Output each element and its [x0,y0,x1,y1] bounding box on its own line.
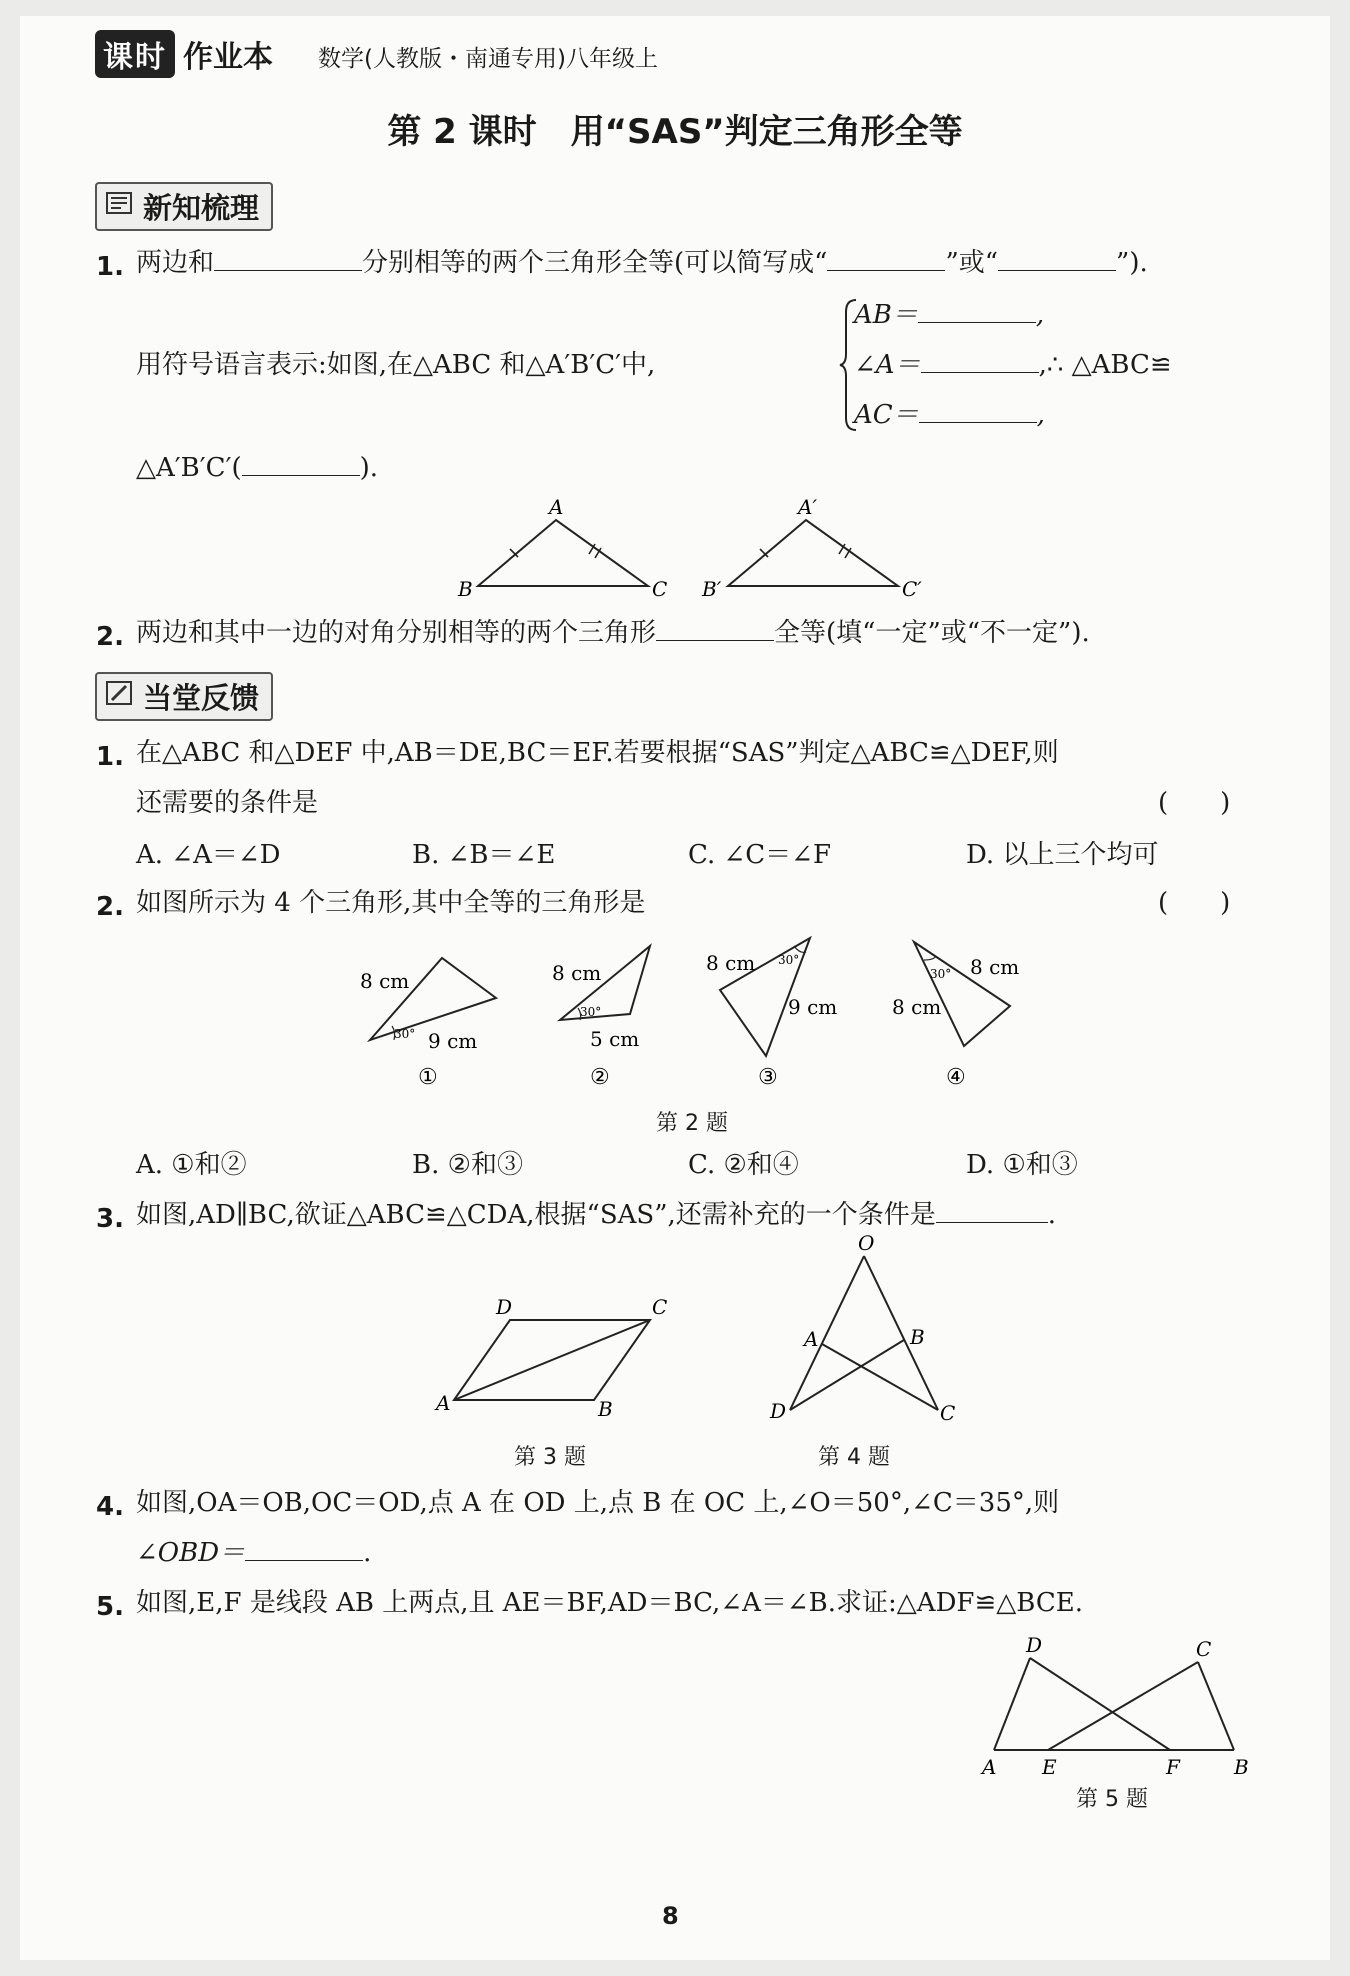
parallelogram-figure [434,1295,667,1421]
triangle-3 [706,938,837,1090]
side-label: 8 cm [706,951,756,975]
triangle-number: ③ [758,1065,778,1090]
option-b[interactable]: B. ∠B＝∠E [412,840,556,870]
figure-q3-q4 [430,1231,956,1440]
vertex-label: B′ [702,577,722,601]
vertex-label: A′ [798,495,817,519]
text-segment: AB＝ [854,300,918,330]
pencil-icon [105,680,133,706]
vertex-label: A [436,1391,451,1415]
text-segment: ∠A＝ [854,350,921,380]
angle-label: 30° [580,1005,602,1019]
vertex-label: C [652,577,668,601]
text-segment: 两边和 [136,248,215,278]
result-line [136,455,378,481]
brand-name: 作业本 [183,40,273,75]
question-number: 5. [96,1592,124,1622]
figure-four-triangles [350,934,1030,1096]
question-text [136,1202,1056,1228]
option-c[interactable]: C. ②和④ [688,1150,799,1180]
vertex-label: B [1234,1755,1249,1779]
text-segment: ,∴ △ABC≌ [1038,350,1172,380]
vertex-label: E [1042,1755,1057,1779]
text-segment: ”). [1116,248,1148,278]
question-number: 1. [96,252,124,282]
text-segment: 分别相等的两个三角形全等(可以简写成“ [362,248,828,278]
option-d[interactable]: D. ①和③ [966,1150,1078,1180]
question-text: 如图所示为 4 个三角形,其中全等的三角形是 [136,888,646,918]
question-text: 在△ABC 和△DEF 中,AB＝DE,BC＝EF.若要根据“SAS”判定△ABC≌△DEF,则 [136,738,1059,768]
text-segment: △A′B′C′( [136,453,242,483]
option-c[interactable]: C. ∠C＝∠F [688,840,832,870]
side-label: 8 cm [360,969,410,993]
vertex-label: D [770,1399,787,1423]
side-label: 8 cm [552,961,602,985]
text-segment: 两边和其中一边的对角分别相等的两个三角形 [136,618,657,648]
question-number: 4. [96,1492,124,1522]
triangle-abc [457,495,667,601]
vertex-label: A [804,1327,819,1351]
side-label: 8 cm [970,955,1020,979]
vertex-label: C′ [902,577,922,601]
option-b[interactable]: B. ②和③ [412,1150,523,1180]
vertex-label: F [1166,1755,1180,1779]
vertex-label: A [549,495,564,519]
condition-1 [854,302,1044,328]
figure-caption: 第 4 题 [818,1445,890,1470]
answer-blank[interactable] [827,269,945,271]
text-segment: . [1047,1200,1057,1230]
question-text [136,1540,371,1566]
answer-blank[interactable] [998,269,1116,271]
answer-blank[interactable] [921,371,1039,373]
text-segment: AC＝ [854,400,919,430]
option-a[interactable]: A. ①和② [136,1150,247,1180]
answer-blank[interactable] [242,474,360,476]
side-label: 9 cm [428,1029,478,1053]
vertex-label: D [496,1295,513,1319]
brand-logo: 课时 [95,30,175,78]
triangle-number: ① [418,1065,438,1090]
condition-3 [854,402,1045,428]
vertex-label: C [652,1295,668,1319]
answer-parentheses[interactable]: ( ) [1158,788,1231,818]
vertex-label: O [858,1231,875,1255]
option-a[interactable]: A. ∠A＝∠D [136,840,281,870]
angle-label: 30° [394,1027,416,1041]
text-segment: , [1035,300,1045,330]
triangle-number: ② [590,1065,610,1090]
vertex-label: B [910,1325,925,1349]
side-label: 8 cm [892,995,942,1019]
question-number: 2. [96,622,124,652]
question-text: 还需要的条件是 [136,788,319,818]
angle-label: 30° [778,953,800,967]
answer-blank[interactable] [656,639,774,641]
question-text: 如图,OA＝OB,OC＝OD,点 A 在 OD 上,点 B 在 OC 上,∠O＝50°,∠C＝35°,则 [136,1488,1060,1518]
question-number: 3. [96,1204,124,1234]
book-subtitle: 数学(人教版・南通专用)八年级上 [318,46,658,72]
question-text: 如图,E,F 是线段 AB 上两点,且 AE＝BF,AD＝BC,∠A＝∠B.求证:△ADF≌△BCE. [136,1588,1083,1618]
answer-blank[interactable] [214,269,362,271]
vertex-label: D [1026,1633,1043,1657]
figure-q5 [970,1630,1260,1780]
section-heading-text: 当堂反馈 [143,681,260,715]
answer-parentheses[interactable]: ( ) [1158,888,1231,918]
text-segment: 全等(填“一定”或“不一定”). [774,618,1090,648]
answer-blank[interactable] [936,1221,1048,1223]
series-brand [95,30,273,78]
section-heading-new-knowledge [95,182,273,231]
answer-blank[interactable] [919,421,1037,423]
text-segment: ∠OBD＝ [136,1538,246,1568]
text-segment: ”或“ [945,248,999,278]
side-label: 5 cm [590,1027,640,1051]
side-label: 9 cm [788,995,838,1019]
option-d[interactable]: D. 以上三个均可 [966,840,1159,870]
answer-blank[interactable] [918,321,1036,323]
vertex-label: C [940,1401,956,1425]
vertex-label: B [458,577,473,601]
section-heading-text: 新知梳理 [143,191,260,225]
symbolic-intro: 用符号语言表示:如图,在△ABC 和△A′B′C′中, [136,350,656,380]
question-number: 1. [96,742,124,772]
triangle-1 [360,958,496,1090]
figure-caption: 第 2 题 [656,1111,728,1136]
figure-congruent-triangles [450,496,950,606]
triangle-2 [552,946,650,1090]
section-heading-class-feedback [95,672,273,721]
triangle-number: ④ [946,1065,966,1090]
triangle-4 [892,942,1019,1090]
text-segment: , [1036,400,1045,430]
text-segment: ). [359,453,379,483]
condition-2 [854,352,1172,378]
text-segment: 如图,AD∥BC,欲证△ABC≌△CDA,根据“SAS”,还需补充的一个条件是 [136,1200,936,1230]
question-number: 2. [96,892,124,922]
answer-blank[interactable] [245,1559,363,1561]
text-segment: . [363,1538,372,1568]
page-number: 8 [662,1902,679,1930]
question-text [136,620,1090,646]
vertex-label: A [982,1755,997,1779]
angle-figure [769,1231,955,1425]
triangle-a2b2c2 [701,495,922,601]
angle-label: 30° [930,967,952,981]
vertex-label: C [1196,1637,1212,1661]
vertex-label: B [598,1397,613,1421]
question-text [136,250,1148,276]
figure-caption: 第 5 题 [1076,1787,1148,1812]
figure-caption: 第 3 题 [514,1445,586,1470]
book-icon [105,190,133,216]
lesson-title: 第 2 课时 用“SAS”判定三角形全等 [387,112,963,152]
